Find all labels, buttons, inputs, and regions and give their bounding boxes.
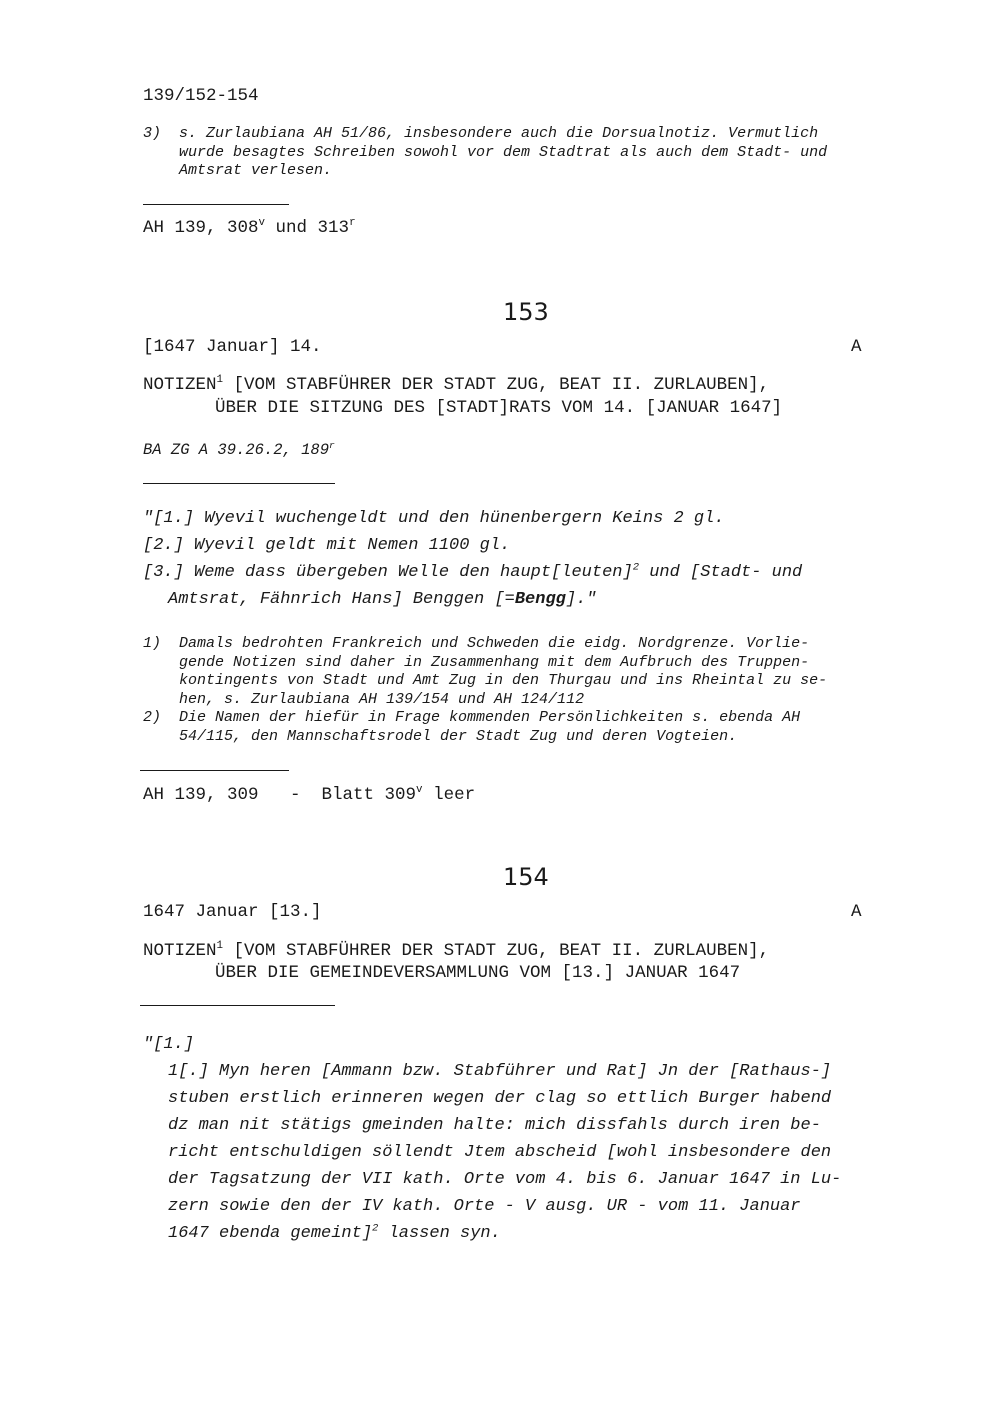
footnote-line: gende Notizen sind daher in Zusammenhang mit dem Aufbruch des Truppen-	[179, 653, 810, 671]
quote-text: 1647 ebenda gemeint]	[168, 1224, 373, 1243]
transcription-153	[143, 505, 802, 613]
archive-reference	[143, 441, 335, 460]
document-number-153: 153	[503, 298, 549, 326]
footnote-line: Die Namen der hiefür in Frage kommenden Persönlichkeiten s. ebenda AH	[179, 709, 801, 727]
section-divider	[140, 1005, 335, 1006]
footnote-line: kontingents von Stadt und Amt Zug in den Thurgau und ins Rheintal zu se-	[179, 672, 828, 690]
document-date: [1647 Januar] 14.	[143, 337, 322, 357]
quote-line: stuben erstlich erinneren wegen der clag so ettlich Burger habend	[168, 1089, 832, 1108]
source-text: AH 139, 308	[143, 218, 259, 238]
quote-line	[143, 1220, 841, 1247]
quote-line: dz man nit stätigs gmeinden halte: mich dissfahls durch iren be-	[168, 1116, 821, 1135]
prev-footnote-3	[143, 125, 827, 181]
document-date: 1647 Januar [13.]	[143, 902, 322, 922]
source-sup: r	[349, 217, 356, 230]
title-text: NOTIZEN	[143, 375, 217, 395]
archive-text: BA ZG A 39.26.2, 189	[143, 441, 330, 459]
quote-line	[143, 559, 802, 586]
footnote-number: 2)	[143, 709, 162, 727]
source-sup: v	[416, 784, 423, 797]
footnote-marker: 1	[216, 940, 224, 953]
footnote-line: 54/115, den Mannschaftsrodel der Stadt Zug und deren Vogteien.	[179, 727, 738, 745]
footnote-marker: 1	[216, 374, 224, 387]
quote-bold-text: Bengg	[514, 590, 566, 609]
quote-line: "[1.] Wyevil wuchengeldt und den hünenbergern Keins 2 gl.	[143, 509, 725, 528]
quote-line: 1[.] Myn heren [Ammann bzw. Stabführer und Rat] Jn der [Rathaus-]	[168, 1062, 832, 1081]
quote-text: Amtsrat, Fähnrich Hans] Benggen [=	[168, 590, 515, 609]
footnote-number: 1)	[143, 635, 162, 652]
footnote-row	[143, 635, 827, 709]
document-title	[143, 375, 769, 395]
quote-text: [3.] Weme dass übergeben Welle den haupt[leuten]	[143, 563, 633, 582]
footnotes-153	[143, 635, 827, 747]
footnote-line: wurde besagtes Schreiben sowohl vor dem Stadtrat als auch dem Stadt- und	[179, 143, 828, 161]
footnote-number: 3)	[143, 125, 162, 142]
footnote-divider	[143, 204, 289, 205]
quote-line: der Tagsatzung der VII kath. Orte vom 4. bis 6. Januar 1647 in Lu-	[168, 1170, 842, 1189]
document-title	[143, 941, 769, 961]
footnote-line: hen, s. Zurlaubiana AH 139/154 und AH 124/112	[179, 690, 585, 708]
quote-line: [2.] Wyevil geldt mit Nemen 1100 gl.	[143, 536, 511, 555]
footnote-line: s. Zurlaubiana AH 51/86, insbesondere auch die Dorsualnotiz. Vermutlich	[179, 125, 819, 142]
quote-text: ]."	[565, 590, 597, 609]
document-title-line2: ÜBER DIE GEMEINDEVERSAMMLUNG VOM [13.] JANUAR 1647	[215, 963, 741, 983]
document-type: A	[851, 902, 862, 922]
source-text: leer	[422, 785, 476, 805]
title-text: [VOM STABFÜHRER DER STADT ZUG, BEAT II. ZURLAUBEN],	[223, 941, 770, 961]
footnote-row	[143, 125, 827, 181]
title-text: [VOM STABFÜHRER DER STADT ZUG, BEAT II. ZURLAUBEN],	[223, 375, 770, 395]
source-text: und 313	[265, 218, 350, 238]
footnote-marker: 2	[372, 1222, 379, 1235]
page-header: 139/152-154	[143, 86, 259, 106]
quote-line	[143, 586, 802, 613]
document-type: A	[851, 337, 862, 357]
document-title-line2: ÜBER DIE SITZUNG DES [STADT]RATS VOM 14. [JANUAR 1647]	[215, 398, 783, 418]
footnote-line: Amtsrat verlesen.	[179, 162, 333, 180]
source-ref-153	[143, 785, 475, 805]
quote-text: und [Stadt- und	[639, 563, 803, 582]
transcription-154	[143, 1031, 841, 1247]
title-text: NOTIZEN	[143, 941, 217, 961]
quote-line: "[1.]	[143, 1035, 195, 1054]
section-divider	[143, 483, 335, 484]
archive-sup: r	[329, 439, 335, 451]
prev-source-ref	[143, 218, 356, 238]
source-sup: v	[258, 217, 266, 230]
footnote-line: Damals bedrohten Frankreich und Schweden die eidg. Nordgrenze. Vorlie-	[179, 635, 810, 652]
source-text: AH 139, 309 - Blatt 309	[143, 785, 417, 805]
footnote-divider	[140, 770, 289, 771]
quote-line: zern sowie den der IV kath. Orte - V ausg. UR - vom 11. Januar	[168, 1197, 801, 1216]
quote-line: richt entschuldigen söllendt Jtem abscheid [wohl insbesondere den	[168, 1143, 832, 1162]
document-number-154: 154	[503, 863, 549, 891]
quote-text: lassen syn.	[378, 1224, 501, 1243]
footnote-row	[143, 709, 827, 746]
footnote-marker: 2	[632, 561, 640, 574]
